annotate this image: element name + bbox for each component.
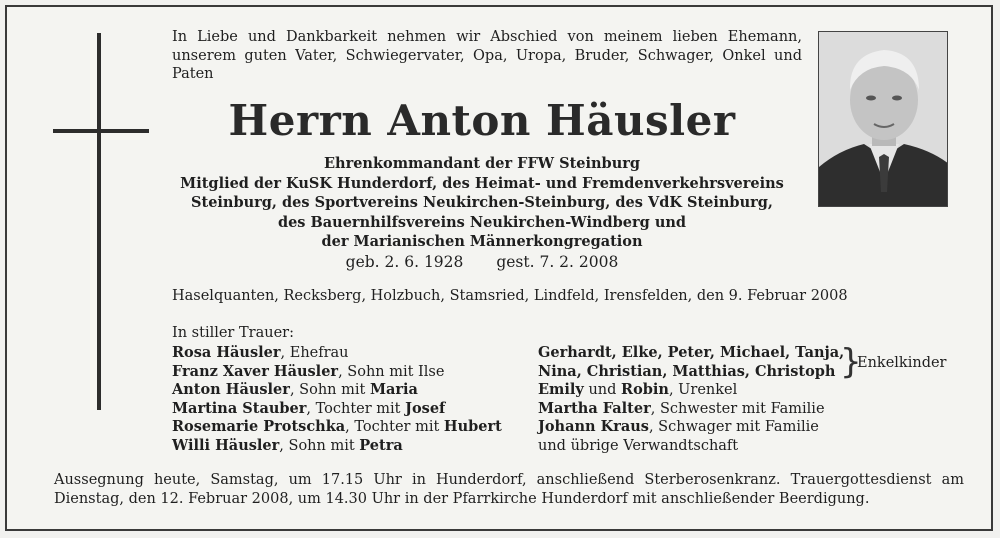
death-date: gest. 7. 2. 2008 [496, 253, 619, 271]
mourner-entry: Martina Stauber, Tochter mit Josef [172, 399, 446, 417]
mourners-left-list [172, 344, 532, 455]
portrait-photo [818, 31, 948, 207]
grandchildren-label: Enkelkinder [857, 355, 947, 371]
grandchildren-brace: } [840, 342, 862, 382]
cross-horizontal-bar [53, 129, 149, 133]
mourner-entry: und übrige Verwandtschaft [538, 437, 739, 454]
funeral-notice: Aussegnung heute, Samstag, um 17.15 Uhr in Hunderdorf, anschließend Sterberosenkranz. Trauergottesdienst am Dienstag, den 12. Februar 2008, um 14.30 Uhr in der Pfarrkirche Hunderdorf mit anschließender Beerdigung. [54, 472, 964, 507]
life-dates [172, 253, 792, 271]
grandchildren-line: Nina, Christian, Matthias, Christoph [538, 362, 836, 380]
mourner-entry: Emily und Robin, Urenkel [538, 381, 738, 398]
role-line: Mitglied der KuSK Hunderdorf, des Heimat- und Fremdenverkehrsvereins [180, 174, 784, 192]
mourning-heading: In stiller Trauer: [172, 325, 294, 341]
deceased-name: Herrn Anton Häusler [228, 96, 736, 145]
mourner-entry: Willi Häusler, Sohn mit Petra [172, 436, 403, 454]
role-line: des Bauernhilfsvereins Neukirchen-Windberg und [277, 213, 687, 231]
mourner-entry: Martha Falter, Schwester mit Familie [538, 399, 825, 417]
mourner-entry: Rosemarie Protschka, Tochter mit Hubert [172, 418, 502, 435]
role-line: der Marianischen Männerkongregation [321, 233, 643, 250]
role-line: Ehrenkommandant der FFW Steinburg [323, 155, 641, 172]
roles-block [172, 154, 792, 252]
mourner-entry: Rosa Häusler, Ehefrau [172, 344, 349, 361]
mourner-entry: Johann Kraus, Schwager mit Familie [538, 418, 819, 435]
birth-date: geb. 2. 6. 1928 [345, 253, 464, 271]
mourner-entry: Franz Xaver Häusler, Sohn mit Ilse [172, 362, 445, 380]
role-line: Steinburg, des Sportvereins Neukirchen-Steinburg, des VdK Steinburg, [191, 194, 773, 211]
cross-vertical-bar [97, 33, 101, 410]
mourner-entry: Anton Häusler, Sohn mit Maria [172, 381, 418, 398]
intro-text: In Liebe und Dankbarkeit nehmen wir Abschied von meinem lieben Ehemann, unserem guten Vater, Schwiegervater, Opa, Uropa, Bruder, Schwager, Onkel und Paten [172, 29, 802, 82]
place-and-date: Haselquanten, Recksberg, Holzbuch, Stamsried, Lindfeld, Irensfelden, den 9. Februar 2008 [172, 288, 848, 304]
grandchildren-line: Gerhardt, Elke, Peter, Michael, Tanja, [538, 344, 845, 361]
